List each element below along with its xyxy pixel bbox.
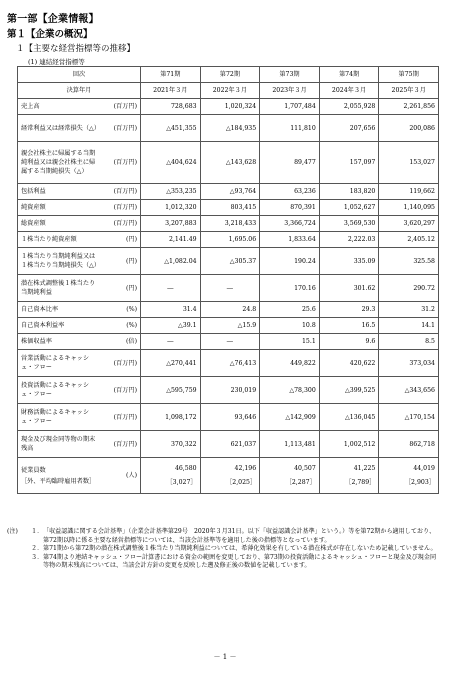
value-cell: 1,113,481 (260, 431, 320, 458)
value-cell: 1,052,627 (319, 200, 379, 216)
value-cell: △136,045 (319, 404, 379, 431)
value-cell: △39.1 (141, 318, 201, 334)
note-item (7, 528, 437, 545)
value-cell: 1,020,324 (200, 99, 260, 115)
temp-employees-label: ［外、平均臨時雇用者数］ (21, 477, 96, 485)
table-row (18, 404, 439, 431)
row-label: 財務活動によるキャッシュ・フロー (18, 404, 102, 431)
row-label: 現金及び現金同等物の期末残高 (18, 431, 102, 458)
value-cell: △404,624 (141, 142, 201, 184)
date-header: 2025年３月 (379, 83, 439, 99)
value-cell: 93,646 (200, 404, 260, 431)
row-label: １株当たり純資産額 (18, 232, 102, 248)
section-heading: 第一部【企業情報】 (7, 14, 99, 25)
row-unit: (百万円) (102, 377, 141, 404)
value-cell: 728,683 (141, 99, 201, 115)
value-cell: 1,707,484 (260, 99, 320, 115)
table-row (18, 184, 439, 200)
employee-count: 40,507 (294, 465, 316, 472)
value-cell: 25.6 (260, 302, 320, 318)
row-label: 親会社株主に帰属する当期純利益又は親会社株主に帰属する当期純損失（△） (18, 142, 102, 184)
date-header-row (18, 83, 439, 99)
row-label: 株価収益率 (18, 334, 102, 350)
value-cell: 200,086 (379, 115, 439, 142)
employees-row (18, 458, 439, 494)
value-cell: 14.1 (379, 318, 439, 334)
value-cell: △595,759 (141, 377, 201, 404)
row-unit: (%) (102, 302, 141, 318)
value-cell: 3,620,297 (379, 216, 439, 232)
date-header: 2021年３月 (141, 83, 201, 99)
row-label: 売上高 (18, 99, 102, 115)
value-cell: 1,695.06 (200, 232, 260, 248)
row-unit: (円) (102, 275, 141, 302)
table-row (18, 377, 439, 404)
table-row (18, 99, 439, 115)
value-cell: 373,034 (379, 350, 439, 377)
value-cell: 119,662 (379, 184, 439, 200)
row-unit: (百万円) (102, 142, 141, 184)
row-unit: (円) (102, 232, 141, 248)
temp-employee-count: ［3,027］ (166, 479, 197, 486)
period-header: 第73期 (260, 67, 320, 83)
value-cell: 153,027 (379, 142, 439, 184)
employees-cell (379, 458, 439, 494)
chapter-heading: 第１【企業の概況】 (7, 29, 93, 40)
temp-employee-count: ［2,789］ (345, 479, 376, 486)
value-cell: △184,935 (200, 115, 260, 142)
row-unit: (百万円) (102, 431, 141, 458)
value-cell: 63,236 (260, 184, 320, 200)
value-cell: 621,037 (200, 431, 260, 458)
temp-employee-count: ［2,903］ (404, 479, 435, 486)
date-header: 2022年３月 (200, 83, 260, 99)
table-row (18, 431, 439, 458)
note-text: 第71期から第72期の潜在株式調整後１株当たり当期純利益については、希薄化効果を有している潜在株式が存在しないため記載していません。 (43, 545, 437, 553)
employee-count: 46,580 (174, 465, 197, 472)
value-cell: ― (141, 275, 201, 302)
value-cell: △93,764 (200, 184, 260, 200)
row-unit: (百万円) (102, 184, 141, 200)
value-cell: △353,235 (141, 184, 201, 200)
value-cell: 803,415 (200, 200, 260, 216)
value-cell: 449,822 (260, 350, 320, 377)
value-cell: 2,261,856 (379, 99, 439, 115)
page-number: － 1 － (213, 653, 237, 661)
value-cell: 1,140,095 (379, 200, 439, 216)
period-header: 第75期 (379, 67, 439, 83)
value-cell: 3,366,724 (260, 216, 320, 232)
note-text: 第74期より連結キャッシュ・フロー計算書における資金の範囲を変更しており、第73期の投資活動によるキャッシュ・フローと現金及び現金同等物の期末残高については、当該会計方針の変更を反映した遡及修正後の数値を記載しています。 (43, 553, 437, 570)
date-header: 2023年３月 (260, 83, 320, 99)
value-cell: 420,622 (319, 350, 379, 377)
value-cell: 1,012,320 (141, 200, 201, 216)
row-unit: (百万円) (102, 99, 141, 115)
notes-section (7, 528, 437, 571)
row-unit: (%) (102, 318, 141, 334)
note-item (7, 554, 437, 571)
value-cell: 111,810 (260, 115, 320, 142)
row-label: 営業活動によるキャッシュ・フロー (18, 350, 102, 377)
value-cell: △1,082.04 (141, 248, 201, 275)
value-cell: △170,154 (379, 404, 439, 431)
value-cell: △142,909 (260, 404, 320, 431)
value-cell: 335.09 (319, 248, 379, 275)
table-row (18, 232, 439, 248)
value-cell: ― (141, 334, 201, 350)
table-row (18, 248, 439, 275)
value-cell: 370,322 (141, 431, 201, 458)
row-label: 投資活動によるキャッシュ・フロー (18, 377, 102, 404)
value-cell: 15.1 (260, 334, 320, 350)
period-header-label: 回次 (18, 67, 141, 83)
note-number: １． (31, 528, 44, 535)
note-item (7, 545, 437, 554)
value-cell: ― (200, 275, 260, 302)
value-cell: 870,391 (260, 200, 320, 216)
temp-employee-count: ［2,287］ (285, 479, 316, 486)
value-cell: 230,019 (200, 377, 260, 404)
date-header-label: 決算年月 (18, 83, 141, 99)
subsection-heading: １【主要な経営指標等の推移】 (16, 44, 136, 54)
table-row (18, 318, 439, 334)
value-cell: 9.6 (319, 334, 379, 350)
employee-count: 42,196 (234, 465, 257, 472)
employees-label: 従業員数 (21, 466, 46, 474)
employees-cell (141, 458, 201, 494)
value-cell: 301.62 (319, 275, 379, 302)
value-cell: △76,413 (200, 350, 260, 377)
table-caption: (1) 連結経営指標等 (28, 58, 85, 66)
employees-cell (260, 458, 320, 494)
table-row (18, 115, 439, 142)
temp-employee-count: ［2,025］ (226, 479, 257, 486)
row-label: 潜在株式調整後１株当たり当期純利益 (18, 275, 102, 302)
value-cell: △343,656 (379, 377, 439, 404)
row-label: 総資産額 (18, 216, 102, 232)
table-row (18, 350, 439, 377)
financial-indicators-table (17, 66, 439, 494)
value-cell: 325.58 (379, 248, 439, 275)
value-cell: △399,525 (319, 377, 379, 404)
value-cell: 89,477 (260, 142, 320, 184)
row-unit: (百万円) (102, 404, 141, 431)
value-cell: 2,405.12 (379, 232, 439, 248)
row-label: 包括利益 (18, 184, 102, 200)
value-cell: 1,098,172 (141, 404, 201, 431)
value-cell: 31.2 (379, 302, 439, 318)
date-header: 2024年３月 (319, 83, 379, 99)
row-label: 経常利益又は経常損失（△） (18, 115, 102, 142)
period-header: 第71期 (141, 67, 201, 83)
value-cell: 3,207,883 (141, 216, 201, 232)
row-unit: (百万円) (102, 350, 141, 377)
value-cell: 24.8 (200, 302, 260, 318)
value-cell: 2,141.49 (141, 232, 201, 248)
table-row (18, 334, 439, 350)
value-cell: 862,718 (379, 431, 439, 458)
value-cell: 190.24 (260, 248, 320, 275)
note-number: ２． (31, 545, 44, 553)
value-cell: 29.3 (319, 302, 379, 318)
note-number: ３． (31, 553, 44, 561)
period-header-row (18, 67, 439, 83)
employees-label-cell (18, 458, 102, 494)
table-row (18, 302, 439, 318)
value-cell: 31.4 (141, 302, 201, 318)
value-cell: 3,569,530 (319, 216, 379, 232)
value-cell: 16.5 (319, 318, 379, 334)
value-cell: 1,002,512 (319, 431, 379, 458)
row-label: 純資産額 (18, 200, 102, 216)
value-cell: 2,055,928 (319, 99, 379, 115)
value-cell: △305.37 (200, 248, 260, 275)
value-cell: 290.72 (379, 275, 439, 302)
value-cell: 3,218,433 (200, 216, 260, 232)
row-label: 自己資本比率 (18, 302, 102, 318)
employees-cell (319, 458, 379, 494)
row-label: １株当たり当期純利益又は１株当たり当期純損失（△） (18, 248, 102, 275)
row-unit: (倍) (102, 334, 141, 350)
value-cell: △15.9 (200, 318, 260, 334)
row-unit: (円) (102, 248, 141, 275)
period-header: 第74期 (319, 67, 379, 83)
value-cell: △78,300 (260, 377, 320, 404)
value-cell: △143,628 (200, 142, 260, 184)
table-row (18, 200, 439, 216)
employee-count: 41,225 (353, 465, 376, 472)
table-row (18, 216, 439, 232)
table-row (18, 142, 439, 184)
row-label: 自己資本利益率 (18, 318, 102, 334)
value-cell: △270,441 (141, 350, 201, 377)
employee-count: 44,019 (413, 465, 435, 472)
value-cell: △451,355 (141, 115, 201, 142)
value-cell: 10.8 (260, 318, 320, 334)
note-text: 「収益認識に関する会計基準」（企業会計基準第29号 2020年３月31日。以下「収益認識会計基準」という。）等を第72期から適用しており、第72期以降に係る主要な経営指標等については、当該会計基準等を適用した後の指標等となっています。 (43, 528, 436, 544)
value-cell: 1,833.64 (260, 232, 320, 248)
value-cell: 2,222.03 (319, 232, 379, 248)
value-cell: ― (200, 334, 260, 350)
employees-cell (200, 458, 260, 494)
row-unit: (百万円) (102, 200, 141, 216)
value-cell: 183,820 (319, 184, 379, 200)
value-cell: 170.16 (260, 275, 320, 302)
notes-tag: (注) (7, 528, 18, 535)
row-unit: (人) (102, 458, 141, 494)
value-cell: 157,097 (319, 142, 379, 184)
value-cell: 8.5 (379, 334, 439, 350)
value-cell: 207,656 (319, 115, 379, 142)
row-unit: (百万円) (102, 216, 141, 232)
table-row (18, 275, 439, 302)
period-header: 第72期 (200, 67, 260, 83)
row-unit: (百万円) (102, 115, 141, 142)
